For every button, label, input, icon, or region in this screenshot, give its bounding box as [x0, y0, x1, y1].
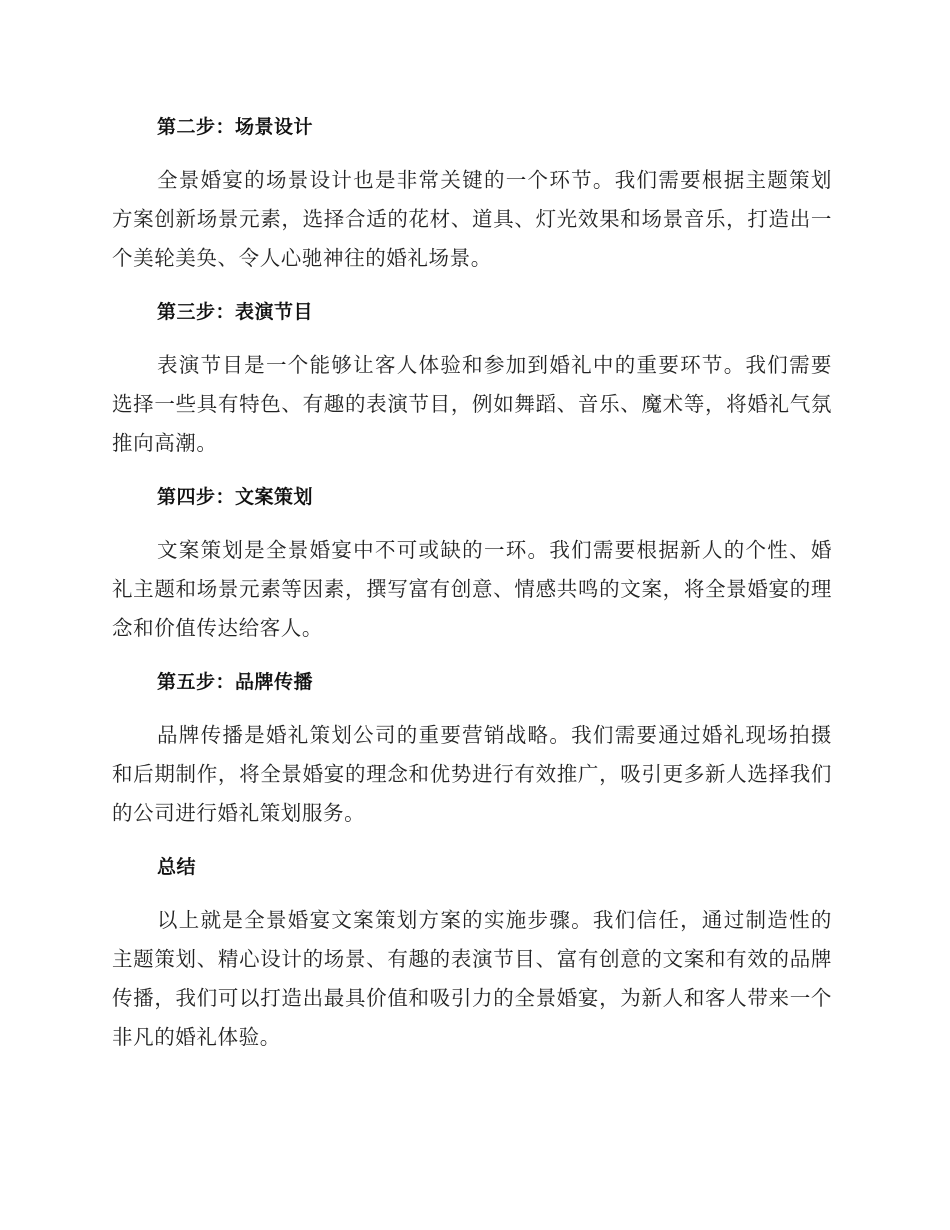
- section-performance: [112, 292, 832, 463]
- section-summary: [112, 847, 832, 1057]
- section-brand-promotion: [112, 662, 832, 833]
- section-heading: 第三步：表演节目: [157, 301, 314, 323]
- section-heading: 第四步：文案策划: [157, 486, 314, 508]
- document-body: [112, 107, 832, 1071]
- section-paragraph: 全景婚宴的场景设计也是非常关键的一个环节。我们需要根据主题策划方案创新场景元素，选择合适的花材、道具、灯光效果和场景音乐，打造出一个美轮美奂、令人心驰神往的婚礼场景。: [112, 168, 832, 270]
- section-paragraph: 以上就是全景婚宴文案策划方案的实施步骤。我们信任，通过制造性的主题策划、精心设计的场景、有趣的表演节目、富有创意的文案和有效的品牌传播，我们可以打造出最具价值和吸引力的全景婚宴，为新人和客人带来一个非凡的婚礼体验。: [112, 908, 832, 1049]
- section-heading: 第五步：品牌传播: [157, 671, 314, 693]
- section-heading: 第二步：场景设计: [157, 116, 314, 138]
- section-scene-design: [112, 107, 832, 278]
- section-copywriting: [112, 477, 832, 648]
- section-paragraph: 品牌传播是婚礼策划公司的重要营销战略。我们需要通过婚礼现场拍摄和后期制作，将全景婚宴的理念和优势进行有效推广，吸引更多新人选择我们的公司进行婚礼策划服务。: [112, 723, 832, 825]
- section-paragraph: 表演节目是一个能够让客人体验和参加到婚礼中的重要环节。我们需要选择一些具有特色、有趣的表演节目，例如舞蹈、音乐、魔术等，将婚礼气氛推向高潮。: [112, 353, 832, 455]
- section-paragraph: 文案策划是全景婚宴中不可或缺的一环。我们需要根据新人的个性、婚礼主题和场景元素等因素，撰写富有创意、情感共鸣的文案，将全景婚宴的理念和价值传达给客人。: [112, 538, 832, 640]
- section-heading: 总结: [157, 856, 197, 878]
